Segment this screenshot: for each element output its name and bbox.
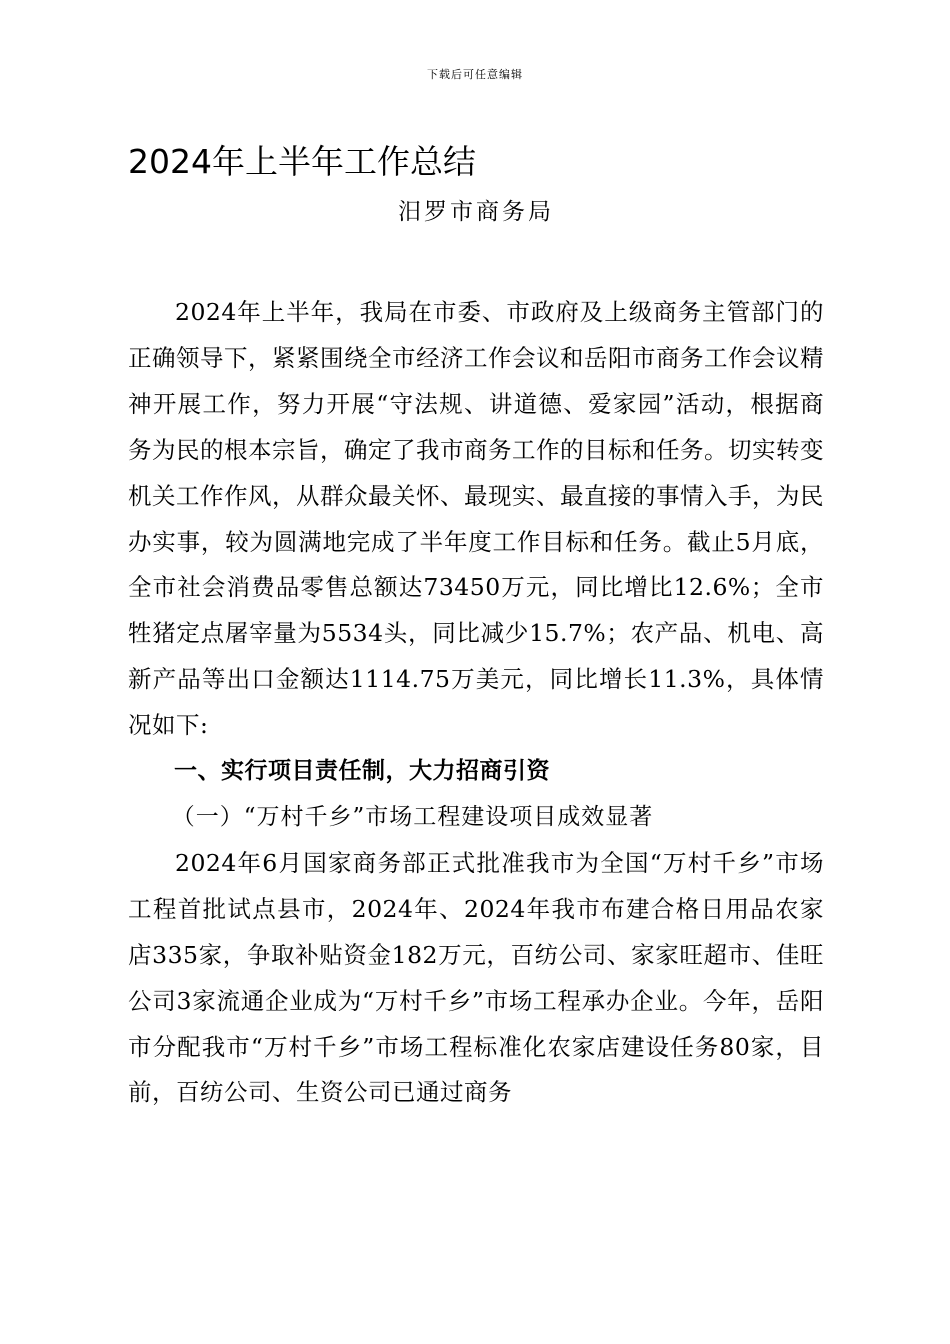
author-organization: 汨罗市商务局 — [398, 199, 554, 225]
subsection-heading-1: （一）“万村千乡”市场工程建设项目成效显著 — [171, 803, 654, 830]
section-heading-1: 一、实行项目责任制，大力招商引资 — [174, 758, 550, 785]
document-title: 2024年上半年工作总结 — [128, 142, 476, 181]
document-body — [128, 290, 824, 1116]
header-note: 下载后可任意编辑 — [427, 68, 523, 81]
subsection-1-paragraph: 2024年6月国家商务部正式批准我市为全国“万村千乡”市场工程首批试点县市，2024年、2024年我市布建合格日用品农家店335家，争取补贴资金182万元，百纺公司、家家旺超市、佳旺公司3家流通企业成为“万村千乡”市场工程承办企业。今年，岳阳市分配我市“万村千乡”市场工程标准化农家店建设任务80家，目前，百纺公司、生资公司已通过商务 — [128, 848, 824, 1107]
intro-paragraph: 2024年上半年，我局在市委、市政府及上级商务主管部门的正确领导下，紧紧围绕全市经济工作会议和岳阳市商务工作会议精神开展工作，努力开展“守法规、讲道德、爱家园”活动，根据商务为民的根本宗旨，确定了我市商务工作的目标和任务。切实转变机关工作作风，从群众最关怀、最现实、最直接的事情入手，为民办实事，较为圆满地完成了半年度工作目标和任务。截止5月底，全市社会消费品零售总额达73450万元，同比增比12.6%；全市牲猪定点屠宰量为5534头，同比减少15.7%；农产品、机电、高新产品等出口金额达1114.75万美元，同比增长11.3%，具体情况如下: — [128, 298, 824, 740]
